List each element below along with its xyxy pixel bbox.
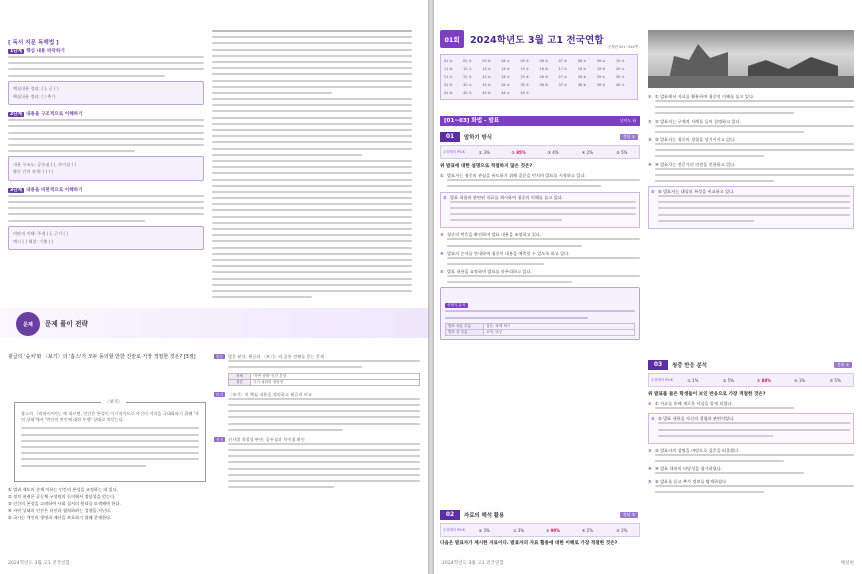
- q02-pick-bar: [440, 523, 640, 537]
- note-box: [8, 226, 204, 251]
- answer-cell: 38 ④: [577, 83, 587, 87]
- bogi-box: [14, 402, 206, 482]
- note-bogi: [214, 392, 420, 431]
- landscape-photo: [648, 30, 854, 88]
- pick-option: ④ 2%: [581, 527, 594, 533]
- answer-cell: 01 ②: [444, 59, 453, 63]
- answer-cell: 43 ⑤: [482, 91, 491, 95]
- answer-tag: 정답 ③: [620, 512, 638, 518]
- step-tag: 1단계: [10, 49, 23, 54]
- pick-option-selected: ③ 90%: [545, 527, 561, 533]
- answer-tag: 정답 ②: [620, 134, 638, 140]
- note-text: 선지별 적절성 판단: 공통점과 차이점 확인: [228, 436, 305, 442]
- answer-cell: 35 ①: [520, 83, 529, 87]
- step-2: [8, 111, 204, 181]
- analysis-table: [445, 323, 635, 336]
- explanation: ④ ④ 발표 내용의 타당성을 평가하였다.: [648, 466, 854, 474]
- explanation: ④ ④ 발표자는 전문가의 의견을 인용하고 있다.: [648, 162, 854, 182]
- answer-cell: 02 ④: [463, 59, 472, 63]
- table-head: 결론: [229, 379, 251, 385]
- bogi-label: 〈보기〉: [101, 399, 126, 405]
- step-1: [8, 48, 204, 105]
- explanation: ③ 청중의 반응을 확인하며 발표 내용을 조정하고 있다.: [440, 232, 640, 246]
- explanation: ③ ③ 발표자는 청중의 경험을 상기시키고 있다.: [648, 137, 854, 157]
- answer-cell: 08 ③: [577, 59, 587, 63]
- left-page: [0, 0, 428, 574]
- answer-cell: 31 ⑤: [444, 83, 453, 87]
- q02-body: [440, 541, 640, 550]
- note-line: 핵심내용 정리: ( ) 추가: [13, 93, 56, 99]
- pick-option: ③ 4%: [547, 149, 559, 155]
- right-page: [434, 0, 862, 574]
- question-title: 자료의 해석 활용: [464, 513, 505, 519]
- answer-choices: [8, 486, 208, 521]
- pick-option: ⑤ 2%: [616, 527, 628, 533]
- pick-option: ① 1%: [687, 377, 699, 383]
- answer-cell: 15 ②: [520, 67, 529, 71]
- note-table: [228, 373, 420, 386]
- explanation: ⑤ ⑤ 발표를 듣고 추가 정보를 탐색하였다.: [648, 479, 854, 493]
- answer-cell: 28 ④: [577, 75, 587, 79]
- answer-cell: 30 ③: [615, 75, 625, 79]
- explanation-highlighted: ② 발표 내용과 관련된 자료를 제시하여 청중의 이해를 돕고 있다.: [440, 192, 640, 229]
- choice-4[interactable]: ④ 자연 상태의 인간은 타인과 협력하려는 성향을 지닌다.: [8, 508, 112, 513]
- step-3: [8, 187, 204, 250]
- answer-cell: 19 ⑤: [596, 67, 606, 71]
- pick-option: ② 3%: [513, 527, 525, 533]
- note-box: [8, 81, 204, 106]
- answer-cell: 34 ③: [501, 83, 510, 87]
- note-line: 예시 ( ) 해결: 기출 ( ): [13, 238, 54, 244]
- answer-cell: 09 ②: [596, 59, 606, 63]
- answer-cell: 12 ①: [463, 67, 472, 71]
- answer-cell: 18 ③: [577, 67, 587, 71]
- table-cell: '자연 상태' 인간 본성: [251, 373, 420, 379]
- pick-option: ① 3%: [478, 149, 490, 155]
- answer-cell: 40 ①: [615, 83, 625, 87]
- note-text: 발문 분석: 윗글과 〈보기〉의 공통 견해를 묻는 문제: [228, 354, 324, 359]
- exam-badge: 01회: [440, 30, 464, 48]
- answer-cell: 20 ②: [615, 67, 625, 71]
- reading-method-column: [8, 48, 204, 256]
- answer-cell: 36 ⑤: [539, 83, 548, 87]
- choice-5[interactable]: ⑤ 국가는 개인의 생명과 재산을 보호하기 위해 존재한다.: [8, 515, 112, 520]
- answer-tag: 정답 ③: [834, 362, 852, 368]
- answer-cell: 27 ②: [558, 75, 568, 79]
- q03-pick-bar: [648, 373, 854, 387]
- exam-header: [440, 30, 640, 50]
- strategy-notes: [214, 354, 420, 494]
- answer-cell: 14 ⑤: [501, 67, 510, 71]
- pick-option: ② 5%: [722, 377, 734, 383]
- table-cell: 질문, 화제 제시: [484, 323, 635, 329]
- table-cell: 요약, 당부: [484, 329, 635, 335]
- answer-cell: 23 ②: [482, 75, 491, 79]
- explanation: ① ① 발표에서 자료를 활용하여 청중의 이해를 돕고 있다.: [648, 94, 854, 114]
- note-tag: 보기: [215, 391, 224, 397]
- answer-cell: 44 ②: [501, 91, 510, 95]
- question-number: 01: [440, 132, 460, 142]
- pick-option: ④ 1%: [793, 377, 806, 383]
- table-cell: 국가 권력의 정당성: [251, 379, 420, 385]
- answer-cell: 05 ③: [520, 59, 529, 63]
- footer-left: 2024학년도 3월 고1 전국연합: [8, 561, 70, 566]
- right-col-explanations: [648, 94, 854, 233]
- question-stem: 위 발표에 대한 설명으로 적절하지 않은 것은?: [440, 164, 533, 169]
- answer-cell: 22 ④: [463, 75, 472, 79]
- step-title: 핵심 내용 파악하기: [26, 49, 65, 54]
- banner-badge: 문제: [16, 312, 40, 336]
- answer-cell: 21 ③: [444, 75, 453, 79]
- answer-grid: [440, 54, 638, 100]
- answer-cell: 11 ④: [444, 67, 453, 71]
- step-tag: 3단계: [10, 187, 23, 193]
- question-stem: 위 발표를 들은 학생들이 보인 반응으로 가장 적절한 것은?: [648, 392, 766, 397]
- answer-cell: 37 ②: [558, 83, 568, 87]
- pick-label: 수험생의 PICK: [443, 528, 465, 532]
- explanation: ① 발표자는 청중의 관심을 유도하기 위해 질문을 던지며 발표를 시작하고 있다.: [440, 173, 640, 187]
- banner-title: 문제 풀이 전략: [45, 320, 88, 328]
- note-line: 활동 간의 관계: ( ) ( ): [13, 169, 54, 175]
- explanation-highlighted: ⑤ ⑤ 발표자는 대상의 특성을 비교하고 있다.: [648, 186, 854, 229]
- question-number: 03: [648, 360, 668, 370]
- pick-label: 수험생의 PICK: [651, 378, 673, 382]
- step-tag: 2단계: [10, 112, 23, 118]
- answer-grid-row: [444, 57, 634, 65]
- analysis-badge: 선택지 분석: [447, 303, 466, 308]
- answer-cell: 41 ④: [444, 91, 453, 95]
- answer-cell: 06 ①: [539, 59, 548, 63]
- section-title: [ 독서 지문 독해법 ]: [8, 40, 59, 46]
- choice-2[interactable]: ② 정치 권력은 공동체 구성원의 동의에서 정당성을 얻는다.: [8, 494, 116, 499]
- answer-cell: 10 ⑤: [615, 59, 625, 63]
- explanation: ① ① 자료를 통해 새로운 사실을 알게 되었다.: [648, 401, 854, 409]
- question-stem: 다음은 발표자가 제시한 자료이다. 발표자의 자료 활용에 대한 이해로 가장 적절한 것은?: [440, 541, 618, 546]
- step-title: 내용을 비판적으로 이해하기: [26, 187, 83, 193]
- answer-grid-row: [444, 81, 634, 89]
- answer-cell: 24 ①: [501, 75, 510, 79]
- pick-option-selected: ③ 88%: [756, 377, 772, 383]
- question-stem: 윗글의 '숲치'와 〈보기〉의 '흡스'가 모두 동의할 만한 진술로 가장 적절한 것은? [3점]: [8, 354, 196, 360]
- explanation: ④ 발표의 순서를 안내하여 청중이 내용을 예측할 수 있도록 하고 있다.: [440, 251, 640, 265]
- explanation: ③ ③ 발표자의 설명을 바탕으로 질문을 떠올렸다.: [648, 448, 854, 462]
- note-line: 비판적 이해: 주제 ( ), 근거 ( ): [13, 231, 69, 237]
- table-head: 발표 처음 부분: [446, 323, 484, 329]
- question-title: 말하기 방식: [464, 135, 492, 141]
- note-line: 내용 구조도: 공통점 ( ), 차이점 ( ): [13, 161, 77, 167]
- answer-grid-row: [444, 89, 634, 97]
- question-title: 청중 반응 분석: [672, 363, 707, 369]
- answer-cell: 25 ⑤: [520, 75, 529, 79]
- question-number: 02: [440, 510, 460, 520]
- footer-left: 2024학년도 3월 고1 전국연합: [442, 561, 504, 566]
- passage-column: [212, 30, 412, 302]
- exam-title: 2024학년도 3월 고1 전국연합: [470, 35, 604, 46]
- q01-header: [440, 132, 640, 142]
- answer-cell: 26 ③: [539, 75, 548, 79]
- answer-cell: 42 ③: [463, 91, 472, 95]
- q03-body: [648, 392, 854, 497]
- answer-cell: 39 ③: [596, 83, 606, 87]
- q01-pick-bar: [440, 145, 640, 159]
- pick-label: 수험생의 PICK: [443, 150, 465, 154]
- q03-header: [648, 360, 854, 370]
- answer-cell: 13 ③: [482, 67, 491, 71]
- pick-option: ① 3%: [478, 527, 490, 533]
- answer-cell: 04 ②: [501, 59, 510, 63]
- choice-3[interactable]: ③ 인간의 본성을 고려하여 사회 질서의 원리를 모색해야 한다.: [8, 501, 121, 506]
- answer-cell: 45 ①: [520, 91, 529, 95]
- note-line: 핵심내용 정리: ( ), 글 ( ): [13, 86, 59, 92]
- pick-option: ⑤ 5%: [616, 149, 628, 155]
- answer-cell: 17 ①: [558, 67, 568, 71]
- answer-cell: 16 ④: [539, 67, 548, 71]
- table-head: 전제: [229, 373, 251, 379]
- q01-body: [440, 164, 640, 343]
- note-prompt: [214, 354, 420, 386]
- note-text: 〈보기〉의 핵심 내용을 정리하고 윗글과 비교: [228, 391, 312, 397]
- exam-subtitle: 문제편 001~024쪽: [608, 45, 638, 49]
- answer-cell: 29 ①: [596, 75, 606, 79]
- note-tag: 선지: [215, 436, 224, 442]
- pick-option: ⑤ 5%: [829, 377, 841, 383]
- explanation: ⑤ 발표 내용을 요약하며 발표를 마무리하고 있다.: [440, 269, 640, 283]
- explanation-highlighted: ② ② 발표 내용을 자신의 경험과 관련지었다.: [648, 413, 854, 444]
- answer-cell: 33 ④: [482, 83, 491, 87]
- answer-cell: 07 ④: [558, 59, 568, 63]
- note-tag: 발문: [215, 354, 224, 359]
- choice-1[interactable]: ① 법과 제도의 존재 이유는 인간의 본성을 교정하는 데 있다.: [8, 487, 119, 492]
- answer-cell: 32 ②: [463, 83, 472, 87]
- footer-right: 해설편: [840, 561, 854, 566]
- step-title: 내용을 구조적으로 이해하기: [26, 112, 83, 118]
- note-choices: [214, 437, 420, 489]
- pick-option: ④ 2%: [581, 149, 594, 155]
- answer-grid-row: [444, 65, 634, 73]
- pick-option-selected: ② 85%: [511, 149, 526, 155]
- note-box: [8, 156, 204, 181]
- section-header: [440, 116, 640, 126]
- explanation: ② ② 발표자는 구체적 사례를 들어 설명하고 있다.: [648, 119, 854, 133]
- difficulty-note: 난이도 하: [620, 118, 636, 123]
- answer-cell: 03 ⑤: [482, 59, 491, 63]
- bogi-text: 홉스의 『리바이어던』에 따르면, 인간은 본성이 이기적이므로 자신의 이익을 극대화하기 위해 '자연 상태'에서 '만인의 만인에 대한 투쟁' 상태로 치닫는다.: [21, 411, 199, 423]
- analysis-box: [440, 287, 640, 339]
- q02-header: [440, 510, 640, 520]
- answer-grid-row: [444, 73, 634, 81]
- table-head: 발표 끝 부분: [446, 329, 484, 335]
- section-title: [01~03] 화법 - 발표: [444, 118, 500, 124]
